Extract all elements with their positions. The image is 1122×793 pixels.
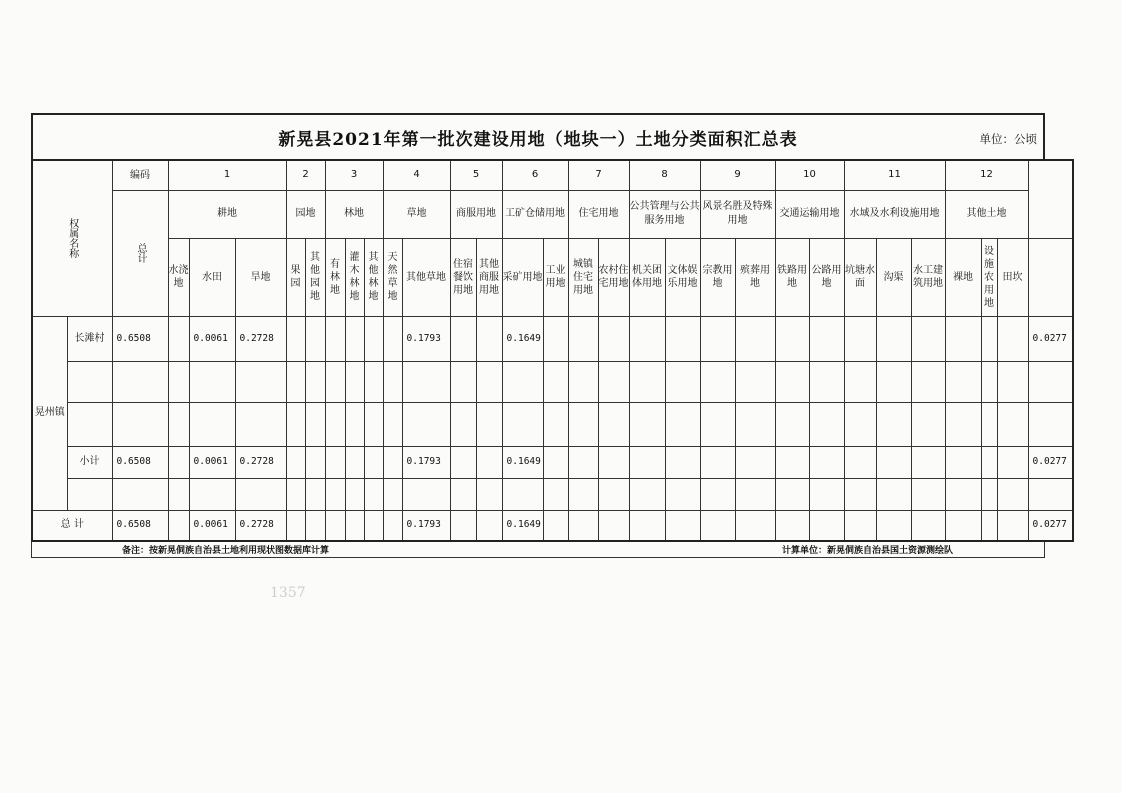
empty-cell (775, 316, 809, 361)
group-8: 公共管理与公共服务用地 (629, 190, 700, 238)
sub-header: 旱地 (235, 238, 286, 316)
village-grass: 0.1793 (402, 316, 450, 361)
empty-cell (809, 316, 844, 361)
empty-cell (945, 510, 981, 541)
empty-cell (844, 316, 876, 361)
empty-cell (700, 510, 735, 541)
empty-cell (450, 510, 476, 541)
empty-cell (189, 361, 235, 402)
empty-cell (67, 478, 112, 510)
subtotal-grass: 0.1793 (402, 446, 450, 478)
empty-cell (568, 510, 598, 541)
empty-cell (502, 361, 543, 402)
empty-cell (476, 478, 502, 510)
empty-cell (402, 478, 450, 510)
pencil-mark: 1357 (270, 585, 306, 601)
title-row (31, 113, 1045, 159)
empty-cell (876, 402, 911, 446)
group-2: 园地 (286, 190, 325, 238)
empty-cell (629, 478, 665, 510)
empty-cell (168, 316, 189, 361)
empty-cell (543, 316, 568, 361)
empty-cell (911, 402, 945, 446)
village-total: 0.6508 (112, 316, 168, 361)
unit-label: 单位：公顷 (979, 132, 1037, 146)
empty-cell (450, 402, 476, 446)
sub-header: 其他草地 (402, 238, 450, 316)
empty-cell (945, 361, 981, 402)
sub-header: 宗教用地 (700, 238, 735, 316)
sub-header: 沟渠 (876, 238, 911, 316)
empty-cell (383, 402, 402, 446)
sub-header: 设施农用地 (981, 238, 997, 316)
sub-header: 住宿餐饮用地 (450, 238, 476, 316)
empty-cell (568, 402, 598, 446)
code-11: 11 (844, 160, 945, 190)
empty-cell (844, 446, 876, 478)
empty-cell (598, 446, 629, 478)
empty-cell (476, 361, 502, 402)
group-4: 草地 (383, 190, 450, 238)
empty-cell (981, 446, 997, 478)
empty-cell (911, 361, 945, 402)
empty-cell (629, 316, 665, 361)
sub-header: 坑塘水面 (844, 238, 876, 316)
group-5: 商服用地 (450, 190, 502, 238)
empty-cell (700, 478, 735, 510)
empty-cell (476, 510, 502, 541)
grand-paddy: 0.0061 (189, 510, 235, 541)
empty-cell (502, 478, 543, 510)
subtotal-total: 0.6508 (112, 446, 168, 478)
subtotal-mining: 0.1649 (502, 446, 543, 478)
code-header: 编码 (112, 160, 168, 190)
empty-cell (235, 402, 286, 446)
group-7: 住宅用地 (568, 190, 629, 238)
empty-cell (997, 510, 1028, 541)
footer-row (31, 542, 1045, 558)
empty-cell (235, 478, 286, 510)
empty-cell (665, 361, 700, 402)
empty-cell (809, 361, 844, 402)
empty-cell (286, 316, 305, 361)
empty-cell (112, 478, 168, 510)
code-2: 2 (286, 160, 325, 190)
empty-cell (629, 510, 665, 541)
village-dry: 0.2728 (235, 316, 286, 361)
empty-cell (876, 446, 911, 478)
village-paddy: 0.0061 (189, 316, 235, 361)
empty-cell (665, 316, 700, 361)
empty-cell (997, 478, 1028, 510)
empty-cell (844, 361, 876, 402)
empty-cell (450, 316, 476, 361)
empty-cell (543, 510, 568, 541)
empty-cell (1028, 402, 1073, 446)
empty-cell (189, 402, 235, 446)
empty-cell (168, 361, 189, 402)
empty-cell (735, 361, 775, 402)
sub-header: 殡葬用地 (735, 238, 775, 316)
code-12: 12 (945, 160, 1028, 190)
empty-cell (168, 478, 189, 510)
empty-cell (364, 402, 383, 446)
empty-cell (981, 361, 997, 402)
empty-cell (450, 478, 476, 510)
village-ridge: 0.0277 (1028, 316, 1073, 361)
empty-cell (543, 446, 568, 478)
empty-cell (364, 446, 383, 478)
code-10: 10 (775, 160, 844, 190)
empty-cell (305, 478, 325, 510)
empty-cell (325, 402, 345, 446)
empty-cell (345, 361, 364, 402)
empty-cell (168, 510, 189, 541)
total-header: 总计 (112, 190, 168, 316)
grand-grass: 0.1793 (402, 510, 450, 541)
empty-cell (543, 478, 568, 510)
subtotal-ridge: 0.0277 (1028, 446, 1073, 478)
empty-cell (476, 316, 502, 361)
footer-note: 备注：按新晃侗族自治县土地利用现状图数据库计算 (122, 546, 330, 556)
empty-cell (735, 402, 775, 446)
summary-sheet (31, 113, 1067, 558)
code-9: 9 (700, 160, 775, 190)
empty-cell (286, 478, 305, 510)
empty-cell (364, 316, 383, 361)
empty-cell (911, 510, 945, 541)
sub-header: 公路用地 (809, 238, 844, 316)
empty-cell (945, 478, 981, 510)
empty-cell (700, 316, 735, 361)
empty-cell (383, 510, 402, 541)
empty-cell (876, 316, 911, 361)
empty-cell (364, 478, 383, 510)
code-4: 4 (383, 160, 450, 190)
empty-cell (775, 402, 809, 446)
empty-cell (997, 402, 1028, 446)
empty-cell (402, 361, 450, 402)
empty-cell (345, 402, 364, 446)
empty-cell (775, 446, 809, 478)
empty-cell (809, 478, 844, 510)
group-12: 其他土地 (945, 190, 1028, 238)
sub-header: 机关团体用地 (629, 238, 665, 316)
empty-cell (981, 402, 997, 446)
empty-cell (945, 402, 981, 446)
empty-cell (598, 510, 629, 541)
sub-header: 其他林地 (364, 238, 383, 316)
empty-cell (911, 478, 945, 510)
empty-cell (568, 446, 598, 478)
empty-cell (809, 402, 844, 446)
empty-cell (67, 402, 112, 446)
empty-cell (809, 446, 844, 478)
empty-cell (598, 478, 629, 510)
code-7: 7 (568, 160, 629, 190)
empty-cell (665, 510, 700, 541)
grand-mining: 0.1649 (502, 510, 543, 541)
empty-cell (450, 446, 476, 478)
empty-cell (325, 510, 345, 541)
empty-cell (911, 316, 945, 361)
empty-cell (305, 402, 325, 446)
empty-cell (305, 510, 325, 541)
table-title: 新晃县2021年第一批次建设用地（地块一）土地分类面积汇总表 (278, 130, 798, 150)
sub-header: 灌木林地 (345, 238, 364, 316)
empty-cell (876, 361, 911, 402)
subtotal-dry: 0.2728 (235, 446, 286, 478)
village-mining: 0.1649 (502, 316, 543, 361)
empty-cell (981, 478, 997, 510)
grand-total-label: 总 计 (32, 510, 112, 541)
empty-cell (775, 510, 809, 541)
empty-cell (325, 316, 345, 361)
empty-cell (402, 402, 450, 446)
empty-cell (997, 361, 1028, 402)
empty-cell (1028, 361, 1073, 402)
empty-cell (189, 478, 235, 510)
empty-cell (844, 478, 876, 510)
sub-header: 果园 (286, 238, 305, 316)
sub-header (1028, 238, 1073, 316)
empty-cell (598, 402, 629, 446)
group-3: 林地 (325, 190, 383, 238)
empty-cell (809, 510, 844, 541)
sub-header: 其他园地 (305, 238, 325, 316)
empty-cell (364, 510, 383, 541)
code-1: 1 (168, 160, 286, 190)
empty-cell (844, 510, 876, 541)
empty-cell (876, 510, 911, 541)
empty-cell (112, 361, 168, 402)
empty-cell (543, 402, 568, 446)
empty-cell (775, 361, 809, 402)
empty-cell (476, 446, 502, 478)
empty-cell (364, 361, 383, 402)
empty-cell (345, 316, 364, 361)
sub-header: 水田 (189, 238, 235, 316)
empty-cell (775, 478, 809, 510)
empty-cell (735, 478, 775, 510)
empty-cell (383, 446, 402, 478)
empty-cell (345, 478, 364, 510)
empty-cell (876, 478, 911, 510)
empty-cell (1028, 478, 1073, 510)
empty-cell (450, 361, 476, 402)
empty-cell (598, 316, 629, 361)
empty-cell (543, 361, 568, 402)
empty-cell (168, 446, 189, 478)
empty-cell (286, 402, 305, 446)
empty-cell (383, 361, 402, 402)
grand-dry: 0.2728 (235, 510, 286, 541)
sub-header: 其他商服用地 (476, 238, 502, 316)
group-1: 耕地 (168, 190, 286, 238)
empty-cell (305, 361, 325, 402)
empty-cell (345, 446, 364, 478)
sub-header: 文体娱乐用地 (665, 238, 700, 316)
empty-cell (997, 446, 1028, 478)
empty-cell (568, 316, 598, 361)
empty-cell (735, 510, 775, 541)
empty-cell (700, 361, 735, 402)
sub-header: 裸地 (945, 238, 981, 316)
subtotal-label: 小计 (67, 446, 112, 478)
empty-cell (945, 446, 981, 478)
empty-cell (735, 316, 775, 361)
ownership-header: 权属名称 (32, 160, 112, 316)
empty-cell (325, 478, 345, 510)
empty-cell (305, 316, 325, 361)
sub-header: 农村住宅用地 (598, 238, 629, 316)
sub-header: 采矿用地 (502, 238, 543, 316)
empty-cell (629, 361, 665, 402)
empty-cell (476, 402, 502, 446)
empty-cell (286, 510, 305, 541)
empty-cell (383, 316, 402, 361)
empty-cell (981, 510, 997, 541)
code-5: 5 (450, 160, 502, 190)
empty-cell (735, 446, 775, 478)
empty-cell (502, 402, 543, 446)
empty-cell (981, 316, 997, 361)
empty-cell (345, 510, 364, 541)
sub-header: 水浇地 (168, 238, 189, 316)
empty-cell (383, 478, 402, 510)
sub-header: 工业用地 (543, 238, 568, 316)
empty-cell (665, 402, 700, 446)
empty-cell (844, 402, 876, 446)
empty-cell (665, 478, 700, 510)
land-area-table (31, 159, 1074, 542)
empty-cell (325, 361, 345, 402)
sub-header: 城镇住宅用地 (568, 238, 598, 316)
code-8: 8 (629, 160, 700, 190)
empty-cell (700, 446, 735, 478)
empty-cell (112, 402, 168, 446)
empty-cell (568, 478, 598, 510)
sub-header: 水工建筑用地 (911, 238, 945, 316)
empty-cell (325, 446, 345, 478)
empty-cell (235, 361, 286, 402)
empty-cell (67, 361, 112, 402)
subtotal-paddy: 0.0061 (189, 446, 235, 478)
empty-cell (305, 446, 325, 478)
empty-cell (945, 316, 981, 361)
group-9: 风景名胜及特殊用地 (700, 190, 775, 238)
empty-cell (665, 446, 700, 478)
code-3: 3 (325, 160, 383, 190)
sub-header: 天然草地 (383, 238, 402, 316)
grand-total: 0.6508 (112, 510, 168, 541)
empty-cell (598, 361, 629, 402)
grand-ridge: 0.0277 (1028, 510, 1073, 541)
sub-header: 有林地 (325, 238, 345, 316)
empty-cell (568, 361, 598, 402)
village-name: 长滩村 (67, 316, 112, 361)
empty-cell (700, 402, 735, 446)
empty-cell (911, 446, 945, 478)
group-11: 水域及水利设施用地 (844, 190, 945, 238)
group-6: 工矿仓储用地 (502, 190, 568, 238)
empty-cell (286, 361, 305, 402)
group-10: 交通运输用地 (775, 190, 844, 238)
code-6: 6 (502, 160, 568, 190)
sub-header: 铁路用地 (775, 238, 809, 316)
empty-cell (629, 402, 665, 446)
empty-cell (997, 316, 1028, 361)
town-name: 晃州镇 (32, 316, 67, 510)
empty-cell (168, 402, 189, 446)
footer-org: 计算单位：新晃侗族自治县国土资源测绘队 (782, 546, 954, 556)
sub-header: 田坎 (997, 238, 1028, 316)
empty-cell (629, 446, 665, 478)
empty-cell (286, 446, 305, 478)
